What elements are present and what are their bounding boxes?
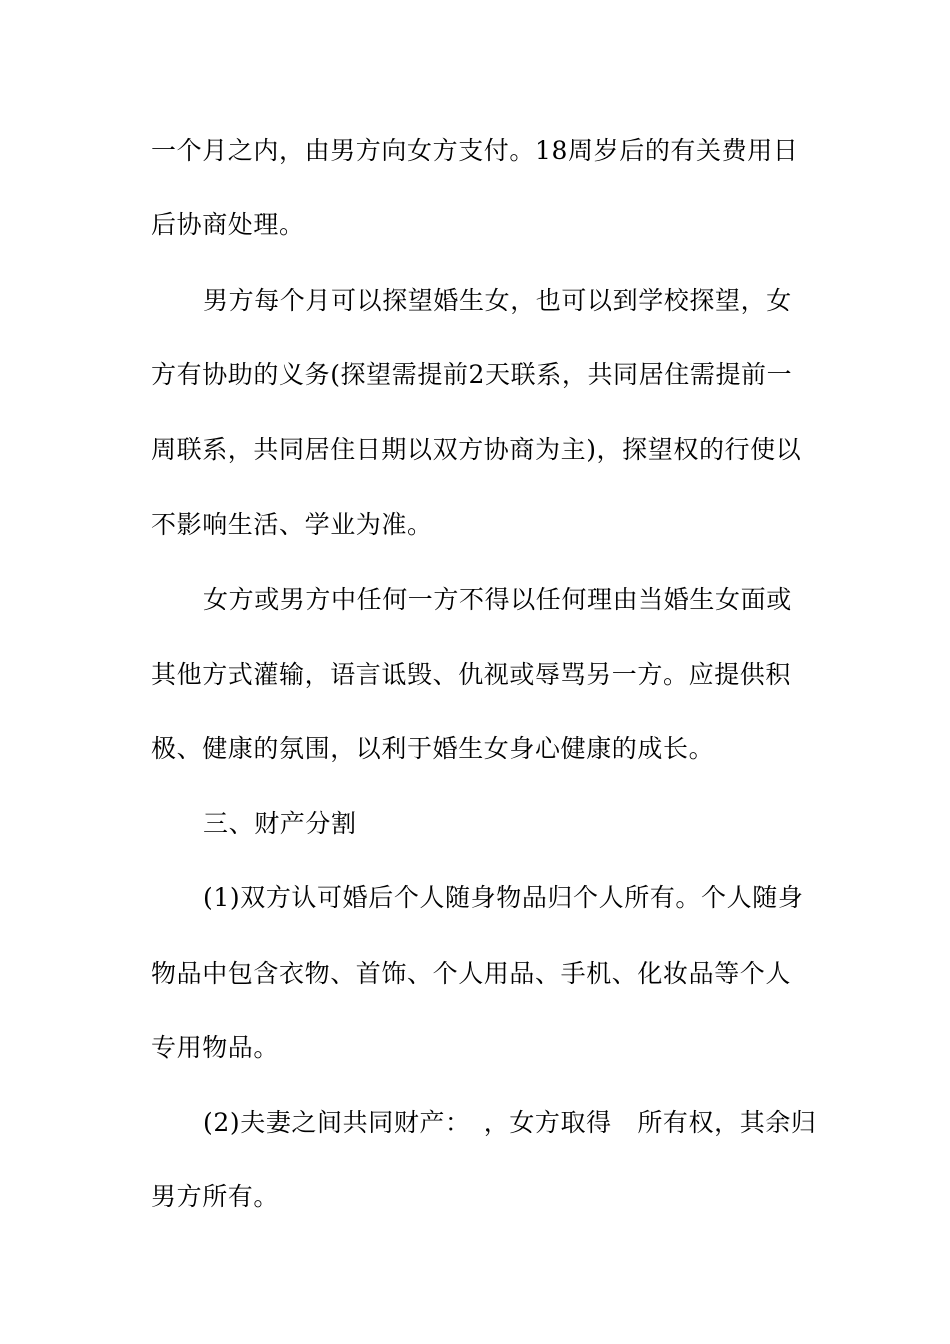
text-line: 不影响生活、学业为准。	[151, 510, 433, 539]
text-line: 物品中包含衣物、首饰、个人用品、手机、化妆品等个人	[151, 959, 792, 988]
paragraph-start-line: 女方或男方中任何一方不得以任何理由当婚生女面或	[203, 585, 792, 614]
text-line: 一个月之内，由男方向女方支付。18周岁后的有关费用日	[151, 136, 799, 165]
paragraph-start-line: (1)双方认可婚后个人随身物品归个人所有。个人随身	[203, 883, 804, 912]
text-line: 极、健康的氛围，以利于婚生女身心健康的成长。	[151, 734, 715, 763]
text-line: 专用物品。	[151, 1033, 280, 1062]
text-line: 周联系，共同居住日期以双方协商为主)，探望权的行使以	[151, 435, 802, 464]
section-heading: 三、财产分割	[203, 809, 357, 838]
text-line: 其他方式灌输，语言诋毁、仇视或辱骂另一方。应提供积	[151, 660, 792, 689]
text-line: 后协商处理。	[151, 210, 305, 239]
text-line: 男方所有。	[151, 1182, 280, 1211]
text-line: 方有协助的义务(探望需提前2天联系，共同居住需提前一	[151, 360, 793, 389]
paragraph-start-line: (2)夫妻之间共同财产： ，女方取得 所有权，其余归	[203, 1108, 817, 1137]
paragraph-start-line: 男方每个月可以探望婚生女，也可以到学校探望，女	[203, 286, 792, 315]
